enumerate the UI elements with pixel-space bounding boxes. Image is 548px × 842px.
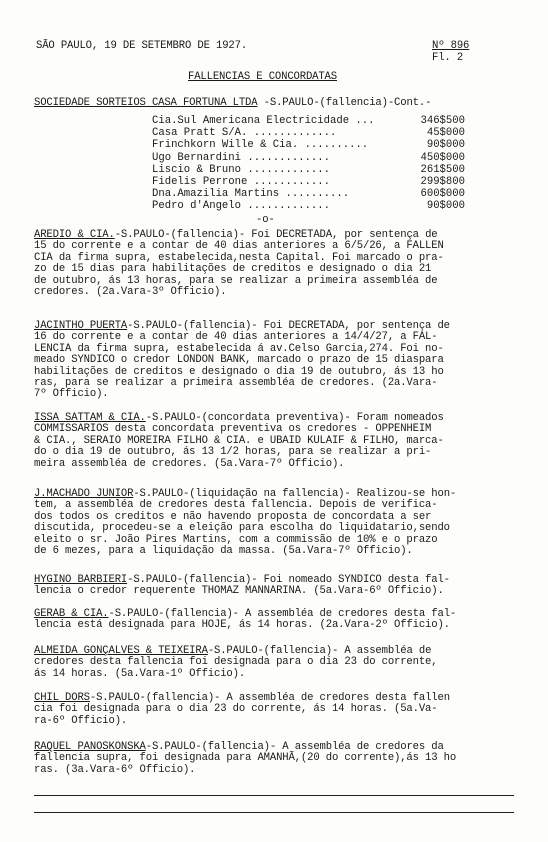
entry-line: tem, a assembléa de credores desta fallencia. Depois de verifica- [34, 499, 438, 512]
entry-text: -S.PAULO-(fallencia)- Foi nomeado SYNDICO desta fal- [127, 574, 450, 586]
bottom-rule-2 [34, 812, 514, 813]
entry-line: ás 14 horas. (5a.Vara-1º Officio). [34, 667, 246, 680]
entry-line: credores. (2a.Vara-3º Officio). [34, 286, 227, 298]
entry-line: de 6 mezes, para a liquidação da massa. (5a.Vara-7º Officio). [34, 545, 413, 557]
entry-name: ALMEIDA GONÇALVES & TEIXEIRA [34, 645, 208, 657]
creditor-name: Ugo Bernardini ............. [152, 151, 331, 164]
entry-text: -S.PAULO-(fallencia)- A assembléa de [207, 645, 432, 657]
creditor-amount: 600$000 [420, 188, 465, 201]
entry-line: do o dia 19 de outubro, ás 13 1/2 horas, para se realizar a pri- [34, 446, 432, 459]
entry-line [34, 692, 450, 704]
entry-name: JACINTHO PUERTA [34, 320, 128, 332]
entry-line: discutida, procedeu-se a eleição para escolha do liquidatario,sendo [34, 522, 450, 535]
header-number: Nº 896 [432, 40, 470, 52]
separator: -o- [256, 214, 275, 226]
entry-line: LENCIA da firma supra, estabelecida á av.Celso Garcia,274. Foi no- [34, 342, 444, 355]
entry-line [34, 608, 456, 620]
entry-line: 7º Officio). [34, 388, 109, 401]
entry-line: dos todos os creditos e não havendo proposta de concordata a ser [34, 510, 432, 523]
header-place-date: SÃO PAULO, 19 DE SETEMBRO DE 1927. [36, 40, 248, 52]
entry-text: -S.PAULO-(liquidação na fallencia)- Realizou-se hon- [133, 488, 457, 500]
entry-text: -S.PAULO-(fallencia)- Foi DECRETADA, por sentença de [127, 320, 450, 332]
entry-text: -S.PAULO-(fallencia)- A assembléa de credores desta fal- [108, 608, 457, 620]
creditor-amount: 90$000 [426, 200, 465, 213]
entry-line: ras. (3a.Vara-6º Officio). [34, 763, 196, 776]
creditor-amount: 45$000 [426, 127, 465, 140]
entry-line: habilitações de creditos e designado o dia 19 de outubro, ás 13 ho [34, 365, 444, 378]
entry-text: -S.PAULO-(fallencia)- A assembléa de credores da [145, 741, 444, 753]
header-sheet: Fl. 2 [432, 52, 464, 64]
entry-name: ISSA SATTAM & CIA. [34, 412, 146, 424]
creditor-name: Fidelis Perrone ............ [152, 176, 331, 188]
entry-name: AREDIO & CIA. [34, 229, 115, 241]
entry-name: RAQUEL PANOSKONSKA [34, 741, 146, 753]
entry-line: meado SYNDICO o credor LONDON BANK, marcado o prazo de 15 diaspara [34, 354, 444, 367]
entry-line: de outubro, ás 13 horas, para se realizar a primeira assembléa de [34, 274, 438, 287]
creditor-name: Cia.Sul Americana Electricidade ... [152, 115, 375, 127]
entry-line: cia foi designada para o dia 23 do corrente, ás 14 horas. (5a.Va- [34, 703, 438, 716]
entry-line [34, 645, 431, 657]
entry-line: fallencia supra, foi designada para AMANHÃ,(20 do corrente),ás 13 ho [34, 752, 457, 765]
entry-line [34, 229, 437, 241]
society-name: SOCIEDADE SORTEIOS CASA FORTUNA LTDA [34, 97, 258, 109]
entry-line [34, 320, 450, 332]
entry-line: & CIA., SERAIO MOREIRA FILHO & CIA. e UBAID KULAIF & FILHO, marca- [34, 434, 444, 447]
entry-line: lencia o credor requerente THOMAZ MANNARINA. (5a.Vara-6º Officio). [34, 585, 444, 598]
entry-name: CHIL DORS [34, 692, 90, 704]
bottom-rule-1 [34, 795, 514, 796]
entry-line [34, 412, 444, 424]
entry-line: lencia está designada para HOJE, ás 14 horas. (2a.Vara-2º Officio). [34, 619, 450, 632]
entry-line [34, 574, 450, 586]
entry-line: COMMISSARIOS desta concordata preventiva os credores - OPPENHEIM [34, 423, 432, 436]
creditor-amount: 299$800 [420, 176, 465, 188]
entry-line: eleito o sr. João Pires Martins, com a commissão de 10% e o prazo [34, 533, 438, 546]
section-title: FALLENCIAS E CONCORDATAS [188, 71, 337, 83]
entry-text: -S.PAULO-(fallencia)- A assembléa de credores desta fallen [89, 692, 450, 704]
entry-line: zo de 15 dias para habilitações de creditos e designado o dia 21 [34, 263, 432, 276]
creditor-amount: 346$500 [420, 115, 465, 127]
creditor-name: Dna.Amazilia Martins .......... [152, 188, 350, 201]
entry-line: 15 do corrente e a contar de 40 dias anteriores a 6/5/26, a FALLEN [34, 240, 444, 253]
entry-line [34, 488, 456, 500]
society-suffix: -S.PAULO-(fallencia)-Cont.- [257, 97, 432, 109]
creditor-amount: 90$000 [426, 139, 465, 152]
society-heading [34, 97, 431, 109]
entry-line: credores desta fallencia foi designada para o dia 23 do corrente, [34, 656, 438, 669]
entry-line: 16 do corrente e a contar de 40 dias anteriores a 14/4/27, a FAL- [34, 331, 438, 344]
creditor-name: Frinchkorn Wille & Cia. .......... [152, 139, 369, 152]
creditor-amount: 450$000 [420, 151, 465, 164]
creditor-name: Pedro d'Angelo ............. [152, 200, 331, 213]
entry-text: -S.PAULO-(concordata preventiva)- Foram nomeados [145, 412, 444, 424]
entry-name: GERAB & CIA. [34, 608, 109, 620]
entry-line: CIA da firma supra, estabelecida,nesta Capital. Foi marcado o pra- [34, 251, 444, 264]
creditor-name: Casa Pratt S/A. ............. [152, 127, 337, 140]
entry-line: ra-6º Officio). [34, 714, 128, 727]
entry-name: J.MACHADO JUNIOR [34, 488, 134, 500]
entry-text: -S.PAULO-(fallencia)- Foi DECRETADA, por sentença de [114, 229, 438, 241]
entry-name: HYGINO BARBIERI [34, 574, 128, 586]
creditor-amount: 261$500 [420, 163, 465, 176]
entry-line: meira assembléa de credores. (5a.Vara-7º Officio). [34, 457, 345, 470]
creditor-name: Liscio & Bruno ............. [152, 163, 331, 176]
entry-line: ras, para se realizar a primeira assembléa de credores. (2a.Vara- [34, 377, 438, 389]
